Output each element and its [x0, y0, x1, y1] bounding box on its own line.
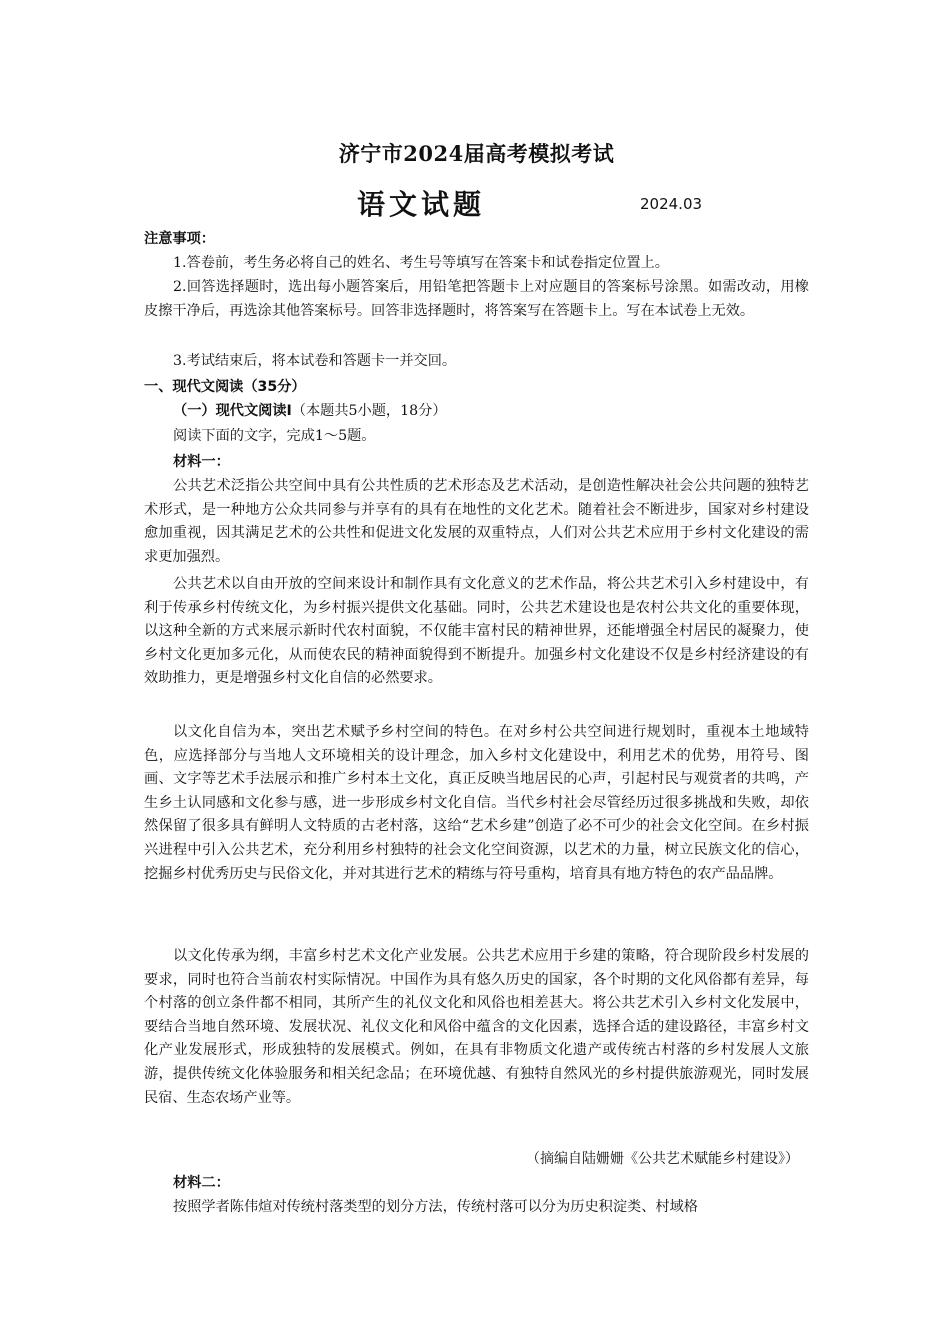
sub-heading	[173, 400, 447, 420]
notice-item-3: 3.考试结束后，将本试卷和答题卡一并交回。	[173, 353, 457, 369]
sub-heading-note: （本题共5小题，18分）	[291, 403, 447, 419]
material1-source: （摘编自陆姗姗《公共艺术赋能乡村建设》）	[526, 1151, 799, 1167]
exam-date: 2024.03	[640, 195, 703, 213]
material1-label: 材料一：	[173, 454, 230, 470]
section-heading-text: 一、现代文阅读（35分）	[144, 379, 306, 395]
material1-paragraph: 以文化传承为纲，丰富乡村艺术文化产业发展。公共艺术应用于乡建的策略，符合现阶段乡村发展的要求，同时也符合当前农村实际情况。中国作为具有悠久历史的国家，各个时期的文化风俗都有差异，每个村落的创立条件都不相同，其所产生的礼仪文化和风俗也相差甚大。将公共艺术引入乡村文化发展中，要结合当地自然环境、发展状况、礼仪文化和风俗中蕴含的文化因素，选择合适的建设路径，丰富乡村文化产业发展形式，形成独特的发展模式。例如，在具有非物质文化遗产或传统古村落的乡村发展人文旅游，提供传统文化体验服务和相关纪念品；在环境优越、有独特自然风光的乡村提供旅游观光，同时发展民宿、生态农场产业等。	[144, 948, 809, 1106]
exam-title: 济宁市2024届高考模拟考试	[338, 141, 615, 166]
sub-heading-title: （一）现代文阅读Ⅰ	[173, 403, 292, 419]
reading-instruction: 阅读下面的文字，完成1～5题。	[173, 428, 376, 444]
material1-paragraph: 以文化自信为本，突出艺术赋予乡村空间的特色。在对乡村公共空间进行规划时，重视本土地域特色，应选择部分与当地人文环境相关的设计理念，加入乡村文化建设中，利用艺术的优势，用符号、图画、文字等艺术手法展示和推广乡村本土文化，真正反映当地居民的心声，引起村民与观赏者的共鸣，产生乡土认同感和文化参与感，进一步形成乡村文化自信。当代乡村社会尽管经历过很多挑战和失败，却依然保留了很多具有鲜明人文特质的古老村落，这给“艺术乡建”创造了必不可少的社会文化空间。在乡村振兴进程中引入公共艺术，充分利用乡村独特的社会文化空间资源，以艺术的力量，树立民族文化的信心，挖掘乡村优秀历史与民俗文化，并对其进行艺术的精练与符号重构，培育具有地方特色的农产品品牌。	[144, 724, 809, 882]
material2-paragraph: 按照学者陈伟煊对传统村落类型的划分方法，传统村落可以分为历史积淀类、村域格	[173, 1199, 698, 1215]
subject-title: 语文试题	[357, 188, 486, 221]
notice-item-2: 2.回答选择题时，选出每小题答案后，用铅笔把答题卡上对应题目的答案标号涂黑。如需改动，用橡皮擦干净后，再选涂其他答案标号。回答非选择题时，将答案写在答题卡上。写在本试卷上无效。	[144, 279, 809, 319]
notice-heading: 注意事项：	[144, 231, 215, 247]
subtitle-row	[144, 183, 809, 223]
section-heading	[144, 376, 306, 396]
material1-paragraph: 公共艺术泛指公共空间中具有公共性质的艺术形态及艺术活动，是创造性解决社会公共问题的独特艺术形式，是一种地方公众共同参与并享有的具有在地性的文化艺术。随着社会不断进步，国家对乡村建设愈加重视，因其满足艺术的公共性和促进文化发展的双重特点，人们对公共艺术应用于乡村文化建设的需求更加强烈。	[144, 478, 809, 565]
notice-item-1: 1.答卷前，考生务必将自己的姓名、考生号等填写在答案卡和试卷指定位置上。	[173, 255, 669, 271]
material1-paragraph: 公共艺术以自由开放的空间来设计和制作具有文化意义的艺术作品，将公共艺术引入乡村建设中，有利于传承乡村传统文化，为乡村振兴提供文化基础。同时，公共艺术建设也是农村公共文化的重要体现，以这种全新的方式来展示新时代农村面貌，不仅能丰富村民的精神世界，还能增强全村居民的凝聚力，使乡村文化更加多元化，从而使农民的精神面貌得到不断提升。加强乡村文化建设不仅是乡村经济建设的有效助推力，更是增强乡村文化自信的必然要求。	[144, 576, 809, 687]
material2-label: 材料二：	[173, 1175, 230, 1191]
